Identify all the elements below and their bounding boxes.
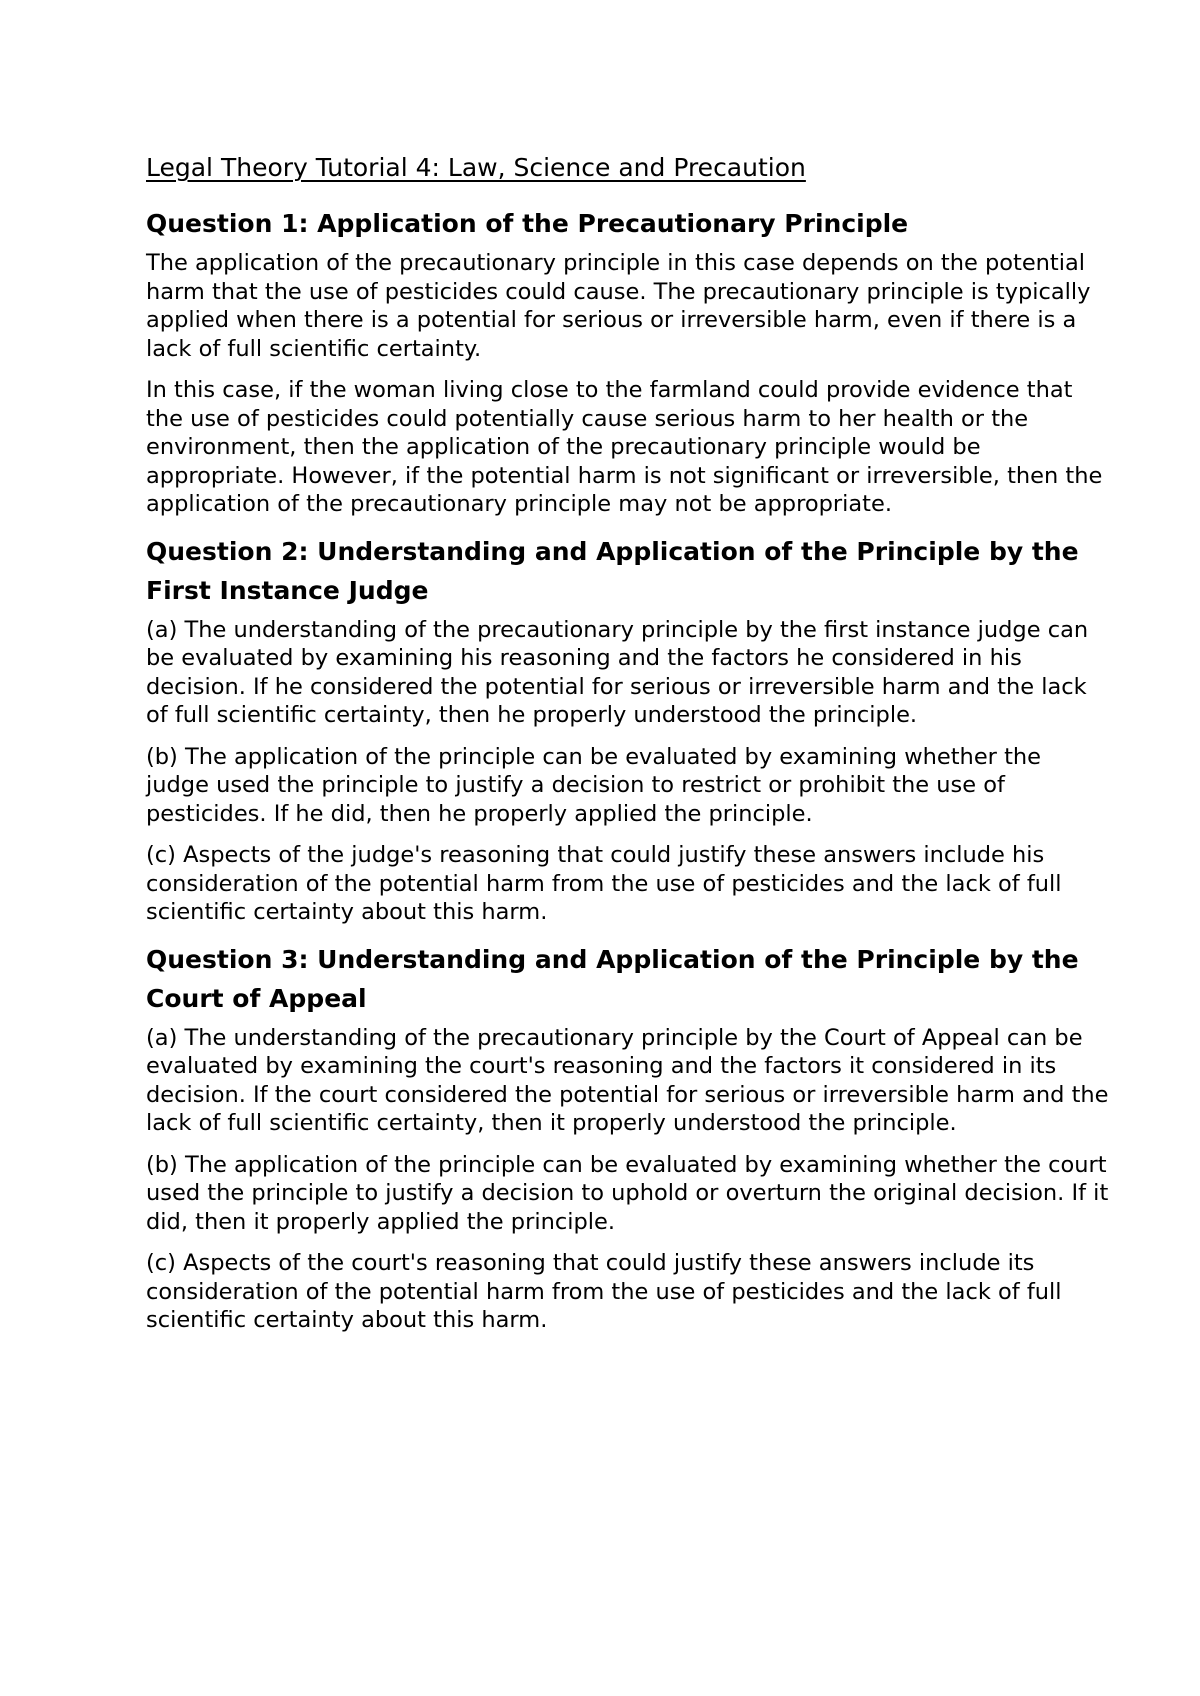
- paragraph: (b) The application of the principle can be evaluated by examining whether the court used the principle to justify a decision to uphold or overturn the original decision. If it did, then it properly applied the principle.: [146, 1151, 1109, 1235]
- paragraph: (c) Aspects of the court's reasoning that could justify these answers include its consideration of the potential harm from the use of pesticides and the lack of full scientific certainty about this harm.: [146, 1250, 1062, 1333]
- paragraph: (a) The understanding of the precautionary principle by the first instance judge can be evaluated by examining his reasoning and the factors he considered in his decision. If he considered the potential for serious or irreversible harm and the lack of full scientific certainty, then he properly understood the principle.: [146, 616, 1089, 728]
- paragraph: (c) Aspects of the judge's reasoning that could justify these answers include his consideration of the potential harm from the use of pesticides and the lack of full scientific certainty about this harm.: [146, 842, 1062, 925]
- paragraph: The application of the precautionary principle in this case depends on the potential harm that the use of pesticides could cause. The precautionary principle is typically applied when there is a potential for serious or irreversible harm, even if there is a lack of full scientific certainty.: [146, 250, 1091, 362]
- section-question-3: [146, 940, 1110, 1335]
- section-question-2: [146, 532, 1110, 927]
- section-heading: Question 1: Application of the Precautionary Principle: [146, 209, 909, 238]
- section-heading: Question 3: Understanding and Application of the Principle by the Court of Appeal: [146, 944, 1079, 1013]
- paragraph: (a) The understanding of the precautionary principle by the Court of Appeal can be evaluated by examining the court's reasoning and the factors it considered in its decision. If the court considered the potential for serious or irreversible harm and the lack of full scientific certainty, then it properly understood the principle.: [146, 1024, 1109, 1136]
- section-question-1: [146, 204, 1110, 519]
- document-title: Legal Theory Tutorial 4: Law, Science and Precaution: [146, 153, 806, 182]
- section-heading: Question 2: Understanding and Application of the Principle by the First Instance Judge: [146, 536, 1079, 605]
- paragraph: (b) The application of the principle can be evaluated by examining whether the judge used the principle to justify a decision to restrict or prohibit the use of pesticides. If he did, then he properly applied the principle.: [146, 743, 1041, 827]
- paragraph: In this case, if the woman living close to the farmland could provide evidence that the use of pesticides could potentially cause serious harm to her health or the environment, then the application of the precautionary principle would be appropriate. However, if the potential harm is not significant or irreversible, then the application of the precautionary principle may not be appropriate.: [146, 377, 1103, 517]
